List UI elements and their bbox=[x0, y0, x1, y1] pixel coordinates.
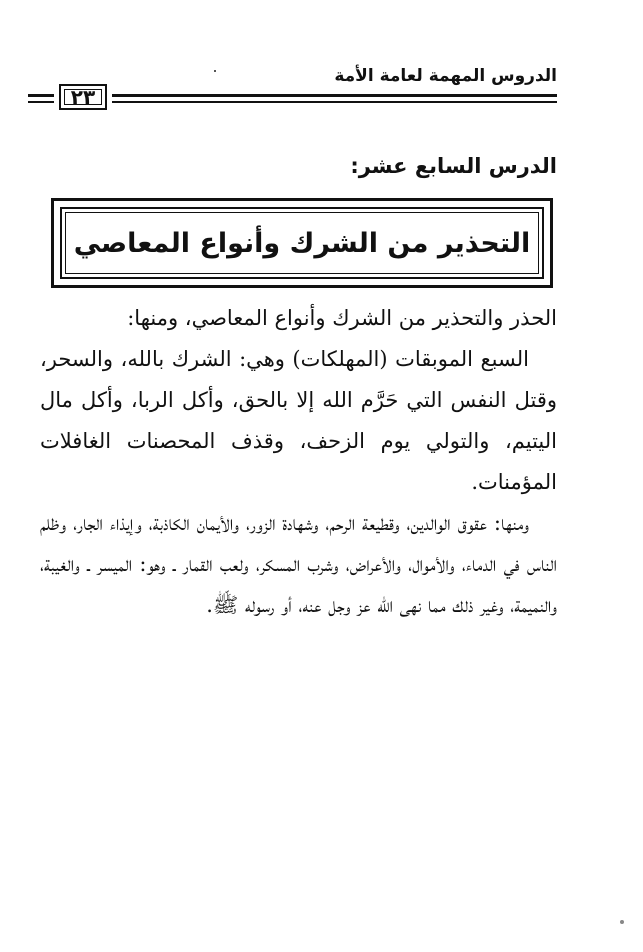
lesson-title: التحذير من الشرك وأنواع المعاصي bbox=[73, 227, 531, 259]
body-paragraph: السبع الموبقات (المهلكات) وهي: الشرك بالله، والسحر، وقتل النفس التي حَرَّم الله إلا بالحق، وأكل الربا، وأكل مال اليتيم، والتولي يوم الزحف، وقذف المحصنات الغافلات المؤمنات. bbox=[40, 347, 557, 494]
page-number: ٢٣ bbox=[59, 84, 107, 110]
body-paragraph: الحذر والتحذير من الشرك وأنواع المعاصي، ومنها: bbox=[127, 306, 557, 330]
print-speck bbox=[620, 920, 624, 924]
print-speck bbox=[214, 70, 216, 72]
header-rule-left bbox=[28, 94, 54, 103]
body-paragraph: ومنها: عقوق الوالدين، وقطيعة الرحم، وشهادة الزور، والأيمان الكاذبة، وإيذاء الجار، وظلم الناس في الدماء، والأموال، والأعراض، وشرب المسكر، ولعب القمار ـ وهو: الميسر ـ والغيبة، والنميمة، وغير ذلك مما نهى الله عز وجل عنه، أو رسوله ﷺ. bbox=[40, 511, 557, 617]
header-rule bbox=[112, 94, 557, 103]
lesson-label: الدرس السابع عشر: bbox=[350, 154, 557, 178]
lesson-body bbox=[40, 298, 557, 626]
running-header-title: الدروس المهمة لعامة الأمة bbox=[334, 66, 557, 86]
lesson-title-frame bbox=[51, 198, 553, 288]
